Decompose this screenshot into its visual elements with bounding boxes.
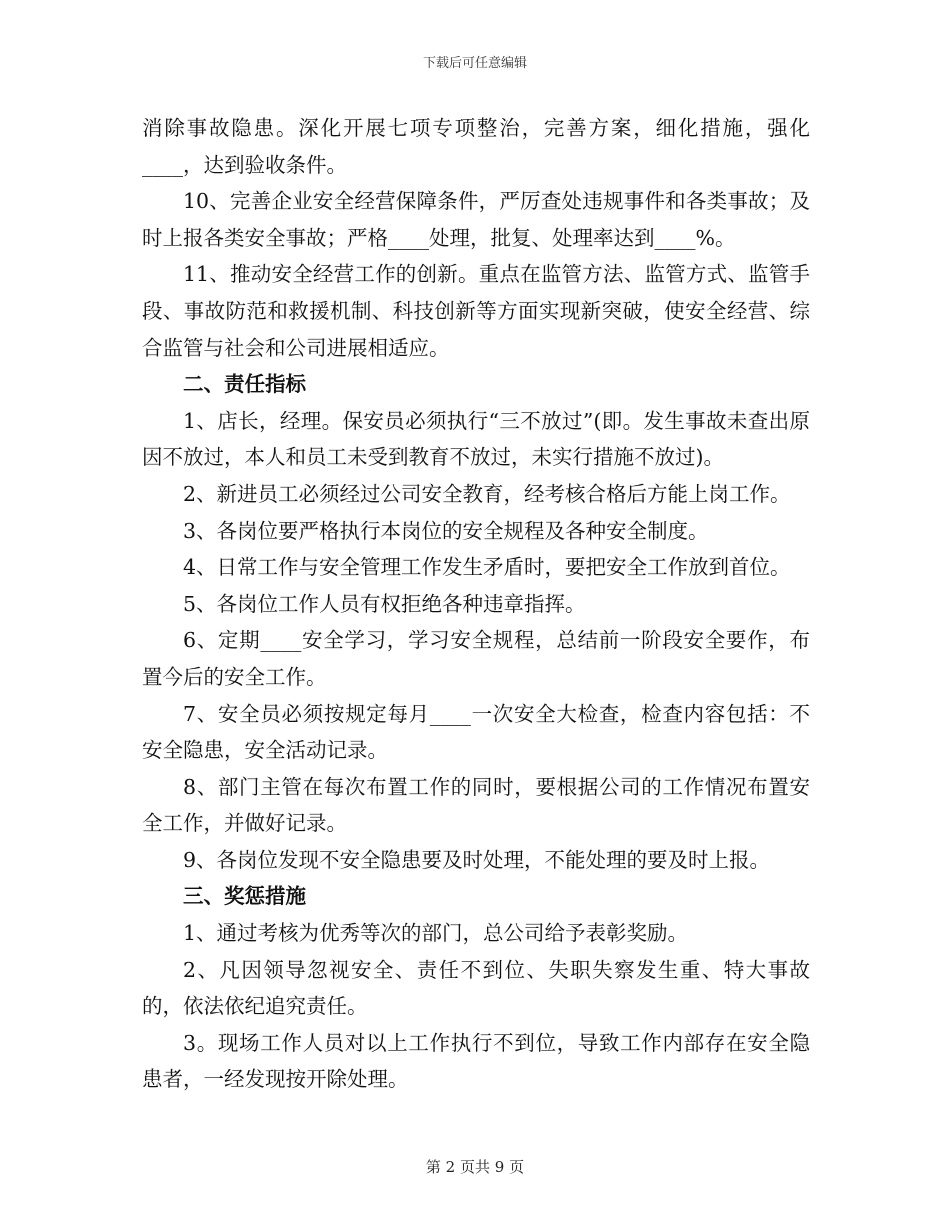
list-item-6: 6、定期____安全学习，学习安全规程，总结前一阶段安全要作，布置今后的安全工作。	[142, 628, 810, 689]
page-header: 下载后可任意编辑	[422, 56, 527, 71]
section-heading-rewards: 三、奖惩措施	[183, 884, 306, 909]
paragraph-continuation: 消除事故隐患。深化开展七项专项整治，完善方案，细化措施，强化____，达到验收条件。	[142, 116, 810, 177]
list-item-4: 4、日常工作与安全管理工作发生矛盾时，要把安全工作放到首位。	[183, 555, 791, 580]
list-item-5: 5、各岗位工作人员有权拒绝各种违章指挥。	[183, 591, 586, 616]
section-heading-responsibility: 二、责任指标	[183, 372, 306, 397]
list-item-8: 8、部门主管在每次布置工作的同时，要根据公司的工作情况布置安全工作，并做好记录。	[142, 774, 810, 836]
list-item-reward-2: 2、凡因领导忽视安全、责任不到位、失职失察发生重、特大事故的，依法依纪追究责任。	[142, 957, 810, 1019]
list-item-1: 1、店长，经理。保安员必须执行“三不放过”(即。发生事故未查出原因不放过，本人和员工未受到教育不放过，未实行措施不放过)。	[142, 408, 810, 470]
document-body	[142, 110, 810, 1098]
list-item-reward-1: 1、通过考核为优秀等次的部门，总公司给予表彰奖励。	[183, 921, 689, 946]
list-item-2: 2、新进员工必须经过公司安全教育，经考核合格后方能上岗工作。	[183, 481, 791, 506]
list-item-3: 3、各岗位要严格执行本岗位的安全规程及各种安全制度。	[183, 518, 709, 543]
list-item-7: 7、安全员必须按规定每月____一次安全大检查，检查内容包括：不安全隐患，安全活动记录。	[142, 701, 810, 763]
list-item-11: 11、推动安全经营工作的创新。重点在监管方法、监管方式、监管手段、事故防范和救援机制、科技创新等方面实现新突破，使安全经营、综合监管与社会和公司进展相适应。	[142, 262, 810, 360]
page-number: 第 2 页共 9 页	[425, 1158, 525, 1176]
list-item-9: 9、各岗位发现不安全隐患要及时处理，不能处理的要及时上报。	[183, 847, 771, 872]
list-item-reward-3: 3。现场工作人员对以上工作执行不到位，导致工作内部存在安全隐患者，一经发现按开除处理。	[142, 1030, 810, 1092]
list-item-10: 10、完善企业安全经营保障条件，严厉查处违规事件和各类事故；及时上报各类安全事故；严格____处理，批复、处理率达到____%。	[142, 189, 810, 250]
